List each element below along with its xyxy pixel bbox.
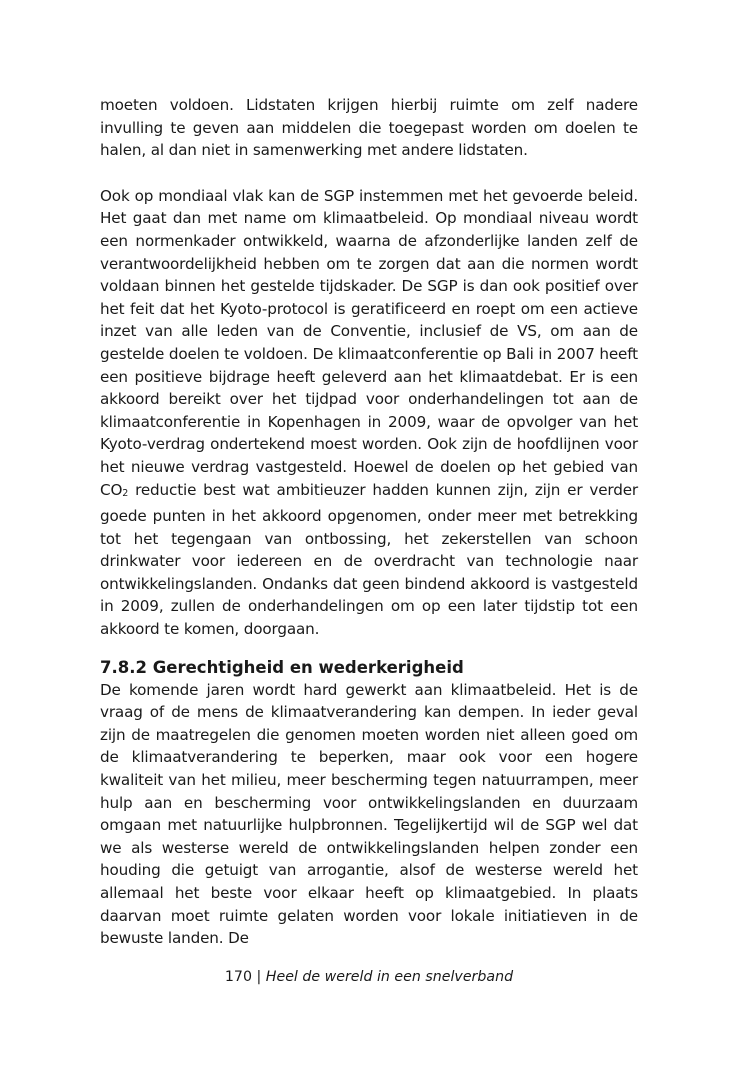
section-heading: 7.8.2 Gerechtigheid en wederkerigheid [100,657,464,677]
paragraph-global-climate [100,185,638,641]
page-body [100,94,638,950]
page-footer [0,968,738,986]
co2-subscript: 2 [122,487,129,499]
footer-separator: | [251,969,266,985]
paragraph-eu-policy: moeten voldoen. Lidstaten krijgen hierbij ruimte om zelf nadere invulling te geven aan middelen die toegepast worden om doelen te halen, al dan niet in samenwerking met andere lidstaten. [100,96,638,160]
paragraph-spacer [100,162,638,185]
paragraph-global-climate-part1: Ook op mondiaal vlak kan de SGP instemmen met het gevoerde beleid. Het gaat dan met name om klimaatbeleid. Op mondiaal niveau wordt een normenkader ontwikkeld, waarna de afzonderlijke landen zelf de verantwoordelijkheid hebben om te zorgen dat aan die normen wordt voldaan binnen het gestelde tijdskader. De SGP is dan ook positief over het feit dat het Kyoto-protocol is geratificeerd en roept om een actieve inzet van alle leden van de Conventie, inclusief de VS, om aan de gestelde doelen te voldoen. De klimaatconferentie op Bali in 2007 heeft een positieve bijdrage heeft geleverd aan het klimaatdebat. Er is een akkoord bereikt over het tijdpad voor onderhandelingen tot aan de klimaatconferentie in Kopenhagen in 2009, waar de opvolger van het Kyoto-verdrag ondertekend moest worden. Ook zijn de hoofdlijnen voor het nieuwe verdrag vastgesteld. Hoewel de doelen op het gebied van CO [100,186,638,499]
page-number: 170 [224,969,252,985]
paragraph-global-climate-part2: reductie best wat ambitieuzer hadden kunnen zijn, zijn er verder goede punten in het akkoord opgenomen, onder meer met betrekking tot het tegengaan van ontbossing, het zekerstellen van schoon drinkwater voor iedereen en de overdracht van technologie naar ontwikkelingslanden. Ondanks dat geen bindend akkoord is vastgesteld in 2009, zullen de onderhandelingen om op een later tijdstip tot een akkoord te komen, doorgaan. [100,480,638,639]
book-title: Heel de wereld in een snelverband [265,969,514,985]
paragraph-justice: De komende jaren wordt hard gewerkt aan klimaatbeleid. Het is de vraag of de mens de klimaatverandering kan dempen. In ieder geval zijn de maatregelen die genomen moeten worden niet alleen goed om de klimaatverandering te beperken, maar ook voor een hogere kwaliteit van het milieu, meer bescherming tegen natuurrampen, meer hulp aan en bescherming voor ontwikkelingslanden en duurzaam omgaan met natuurlijke hulpbronnen. Tegelijkertijd wil de SGP wel dat we als westerse wereld de ontwikkelingslanden helpen zonder een houding die getuigt van arrogantie, alsof de westerse wereld het allemaal het beste voor elkaar heeft op klimaatgebied. In plaats daarvan moet ruimte gelaten worden voor lokale initiatieven in de bewuste landen. De [100,680,638,948]
